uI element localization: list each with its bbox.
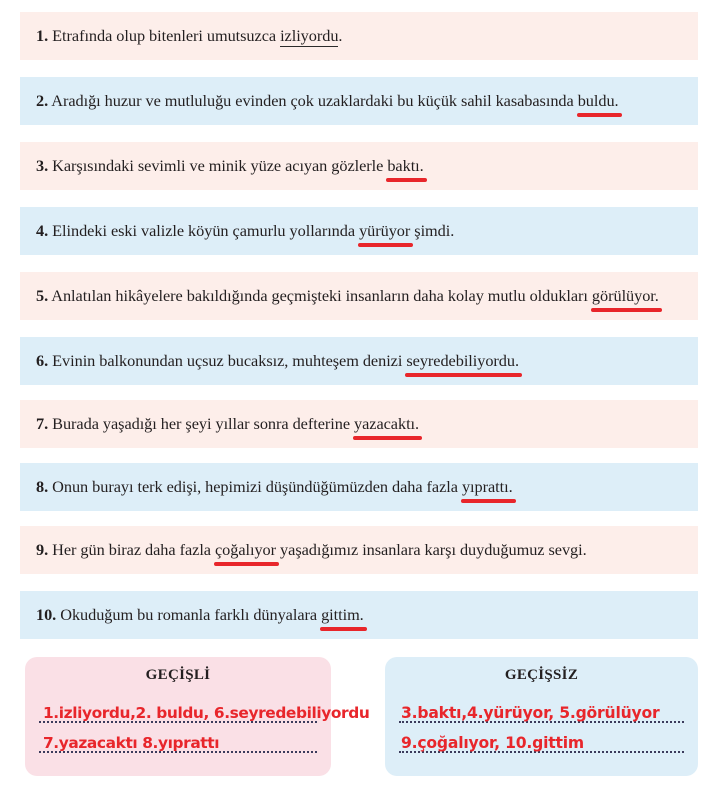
sentence-number: 2.: [36, 91, 49, 110]
sentence-number: 4.: [36, 221, 49, 240]
sentence-row: [20, 591, 698, 639]
underlined-verb: baktı.: [387, 156, 424, 175]
underlined-verb: gittim.: [321, 605, 364, 624]
sentence-row: [20, 337, 698, 385]
sentence-row: [20, 400, 698, 448]
sentence-text-before: Okuduğum bu romanla farklı dünyalara: [60, 605, 322, 624]
sentence-text-after: .: [338, 26, 343, 45]
sentence-number: 9.: [36, 540, 49, 559]
sentence-text: [20, 540, 587, 560]
answer-text-transitive-line2: 7.yazacaktı 8.yıprattı: [43, 734, 220, 752]
sentence-text: [20, 351, 519, 371]
underlined-verb: izliyordu: [280, 26, 339, 45]
sentence-row: [20, 272, 698, 320]
sentence-row: [20, 526, 698, 574]
sentence-number: 5.: [36, 286, 49, 305]
answer-text-intransitive-line2: 9.çoğalıyor, 10.gittim: [401, 734, 584, 752]
sentence-row: [20, 77, 698, 125]
answer-text-transitive-line1: 1.izliyordu,2. buldu, 6.seyredebiliyordu: [43, 704, 370, 722]
sentence-row: [20, 207, 698, 255]
answer-box-transitive-lines: [39, 693, 370, 753]
sentence-number: 7.: [36, 414, 49, 433]
sentence-text: [20, 414, 419, 434]
answer-box-intransitive-title: GEÇİŞSİZ: [504, 667, 579, 683]
sentence-number: 6.: [36, 351, 49, 370]
underlined-verb: çoğalıyor: [214, 540, 277, 559]
answer-line[interactable]: [39, 723, 317, 753]
underlined-verb: yıprattı.: [461, 477, 513, 496]
answer-box-transitive-title: GEÇİŞLİ: [145, 667, 211, 683]
sentence-number: 1.: [36, 26, 49, 45]
answer-box-intransitive[interactable]: [385, 657, 698, 776]
underlined-verb: görülüyor.: [591, 286, 659, 305]
sentence-text: [20, 605, 364, 625]
sentence-text-before: Aradığı huzur ve mutluluğu evinden çok uzaklardaki bu küçük sahil kasabasında: [51, 91, 578, 110]
sentence-text-before: Evinin balkonundan uçsuz bucaksız, muhteşem denizi: [52, 351, 407, 370]
sentence-text: [20, 221, 454, 241]
sentence-number: 8.: [36, 477, 49, 496]
sentence-text: [20, 477, 513, 497]
sentence-text-before: Etrafında olup bitenleri umutsuzca: [52, 26, 281, 45]
sentence-text-before: Elindeki eski valizle köyün çamurlu yollarında: [52, 221, 360, 240]
sentence-text-before: Anlatılan hikâyelere bakıldığında geçmişteki insanların daha kolay mutlu oldukları: [51, 286, 592, 305]
answer-box-intransitive-lines: [399, 693, 684, 753]
sentence-number: 10.: [36, 605, 57, 624]
sentence-text-before: Her gün biraz daha fazla: [52, 540, 215, 559]
sentence-row: [20, 463, 698, 511]
sentence-text: [20, 286, 659, 306]
sentence-row: [20, 12, 698, 60]
underlined-verb: seyredebiliyordu.: [406, 351, 519, 370]
sentence-text: [20, 156, 424, 176]
underlined-verb: yazacaktı.: [354, 414, 420, 433]
answer-text-intransitive-line1: 3.baktı,4.yürüyor, 5.görülüyor: [401, 704, 660, 722]
sentence-text-after: yaşadığımız insanlara karşı duyduğumuz sevgi.: [276, 540, 587, 559]
sentence-row: [20, 142, 698, 190]
underlined-verb: buldu.: [577, 91, 619, 110]
underlined-verb: yürüyor: [359, 221, 411, 240]
answer-box-transitive[interactable]: [25, 657, 370, 776]
answer-line[interactable]: [39, 693, 370, 723]
answer-line[interactable]: [399, 693, 684, 723]
sentence-number: 3.: [36, 156, 49, 175]
sentence-text-before: Burada yaşadığı her şeyi yıllar sonra defterine: [52, 414, 355, 433]
answer-line[interactable]: [399, 723, 684, 753]
sentence-text-before: Onun burayı terk edişi, hepimizi düşündüğümüzden daha fazla: [52, 477, 462, 496]
sentence-text-before: Karşısındaki sevimli ve minik yüze acıyan gözlerle: [52, 156, 388, 175]
sentence-text: [20, 26, 342, 46]
sentence-text-after: şimdi.: [410, 221, 455, 240]
sentence-text: [20, 91, 619, 111]
